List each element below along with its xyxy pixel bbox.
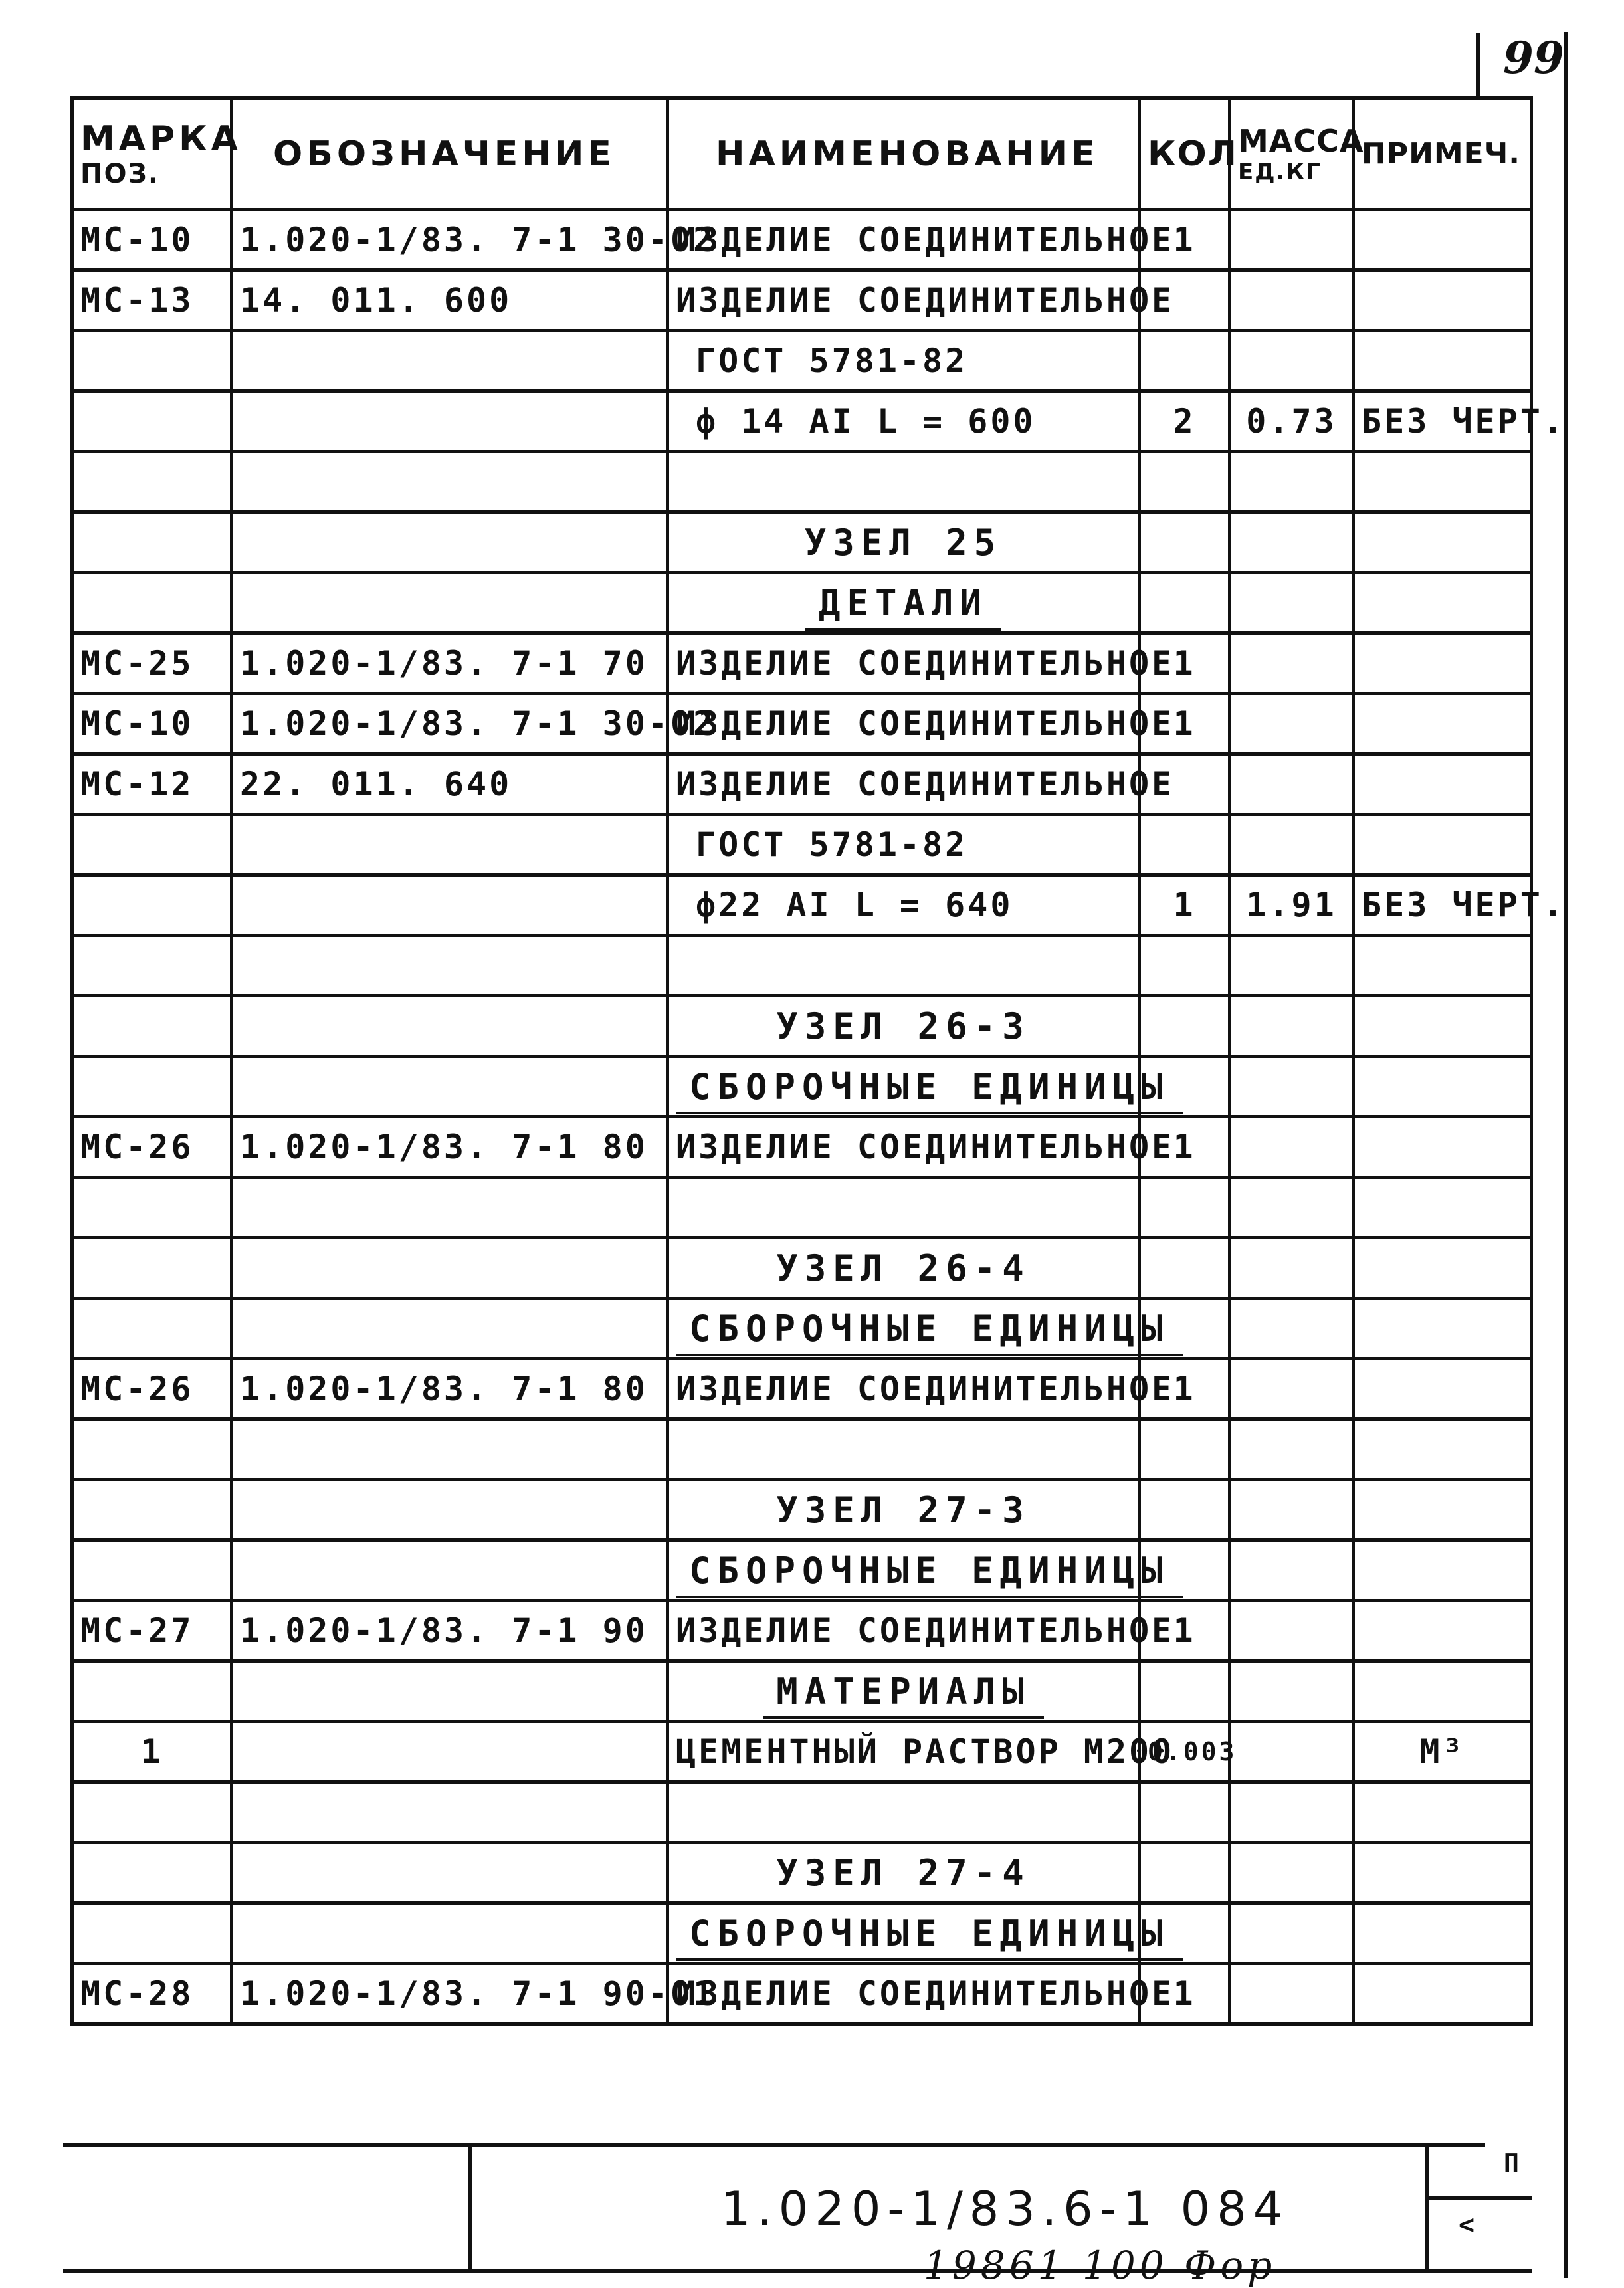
cell-designation-text: 1.020-1/83. 7-1 90 <box>240 1612 648 1650</box>
cell-name <box>668 512 1140 573</box>
cell-name-text: УЗЕЛ 27-3 <box>776 1489 1031 1531</box>
cell-name <box>668 1903 1169 1964</box>
cell-name-text: ИЗДЕЛИЕ СОЕДИНИТЕЛЬНОЕ <box>676 1370 1175 1408</box>
cell-note <box>1354 573 1532 633</box>
column-header-mass-label: МАССА <box>1238 122 1364 159</box>
table-row <box>72 1178 1532 1238</box>
cell-designation-text: 22. 011. 640 <box>240 765 512 803</box>
sheet-number-box-divider <box>1425 2196 1532 2200</box>
cell-note <box>1354 210 1532 270</box>
cell-qty-text: 1 <box>1173 1974 1196 2013</box>
cell-mark <box>72 815 232 875</box>
cell-mark <box>72 1782 232 1843</box>
table-row <box>72 1722 1532 1782</box>
cell-name-text: УЗЕЛ 26-3 <box>776 1005 1031 1047</box>
cell-name <box>668 1419 1140 1480</box>
cell-mass <box>1230 1722 1354 1782</box>
cell-mass <box>1230 1178 1354 1238</box>
archive-stamp: 19861 100 Фор <box>924 2243 1276 2288</box>
cell-name-text: ф 14 AI L = 600 <box>696 402 1036 441</box>
cell-qty <box>1140 996 1230 1057</box>
cell-note <box>1354 391 1566 452</box>
table-row <box>72 331 1532 391</box>
cell-designation <box>232 1843 668 1903</box>
cell-designation <box>232 1419 668 1480</box>
cell-designation <box>232 633 668 694</box>
cell-name-text: СБОРОЧНЫЕ ЕДИНИЦЫ <box>676 1066 1183 1114</box>
table-row <box>72 996 1532 1057</box>
cell-note <box>1354 1299 1532 1359</box>
cell-mark <box>72 1843 232 1903</box>
table-header-row <box>72 98 1532 210</box>
cell-name <box>668 1238 1140 1299</box>
cell-mark <box>72 1480 232 1540</box>
cell-name <box>668 452 1140 512</box>
specification-table-body <box>72 210 1566 2024</box>
page-number: 99 <box>1503 32 1564 84</box>
cell-name-text: ДЕТАЛИ <box>805 582 1001 631</box>
sheet-border-right <box>1564 32 1568 2278</box>
cell-note <box>1354 1359 1532 1419</box>
table-row <box>72 1964 1532 2024</box>
cell-note <box>1354 1057 1532 1117</box>
title-block <box>63 2143 1532 2276</box>
cell-mark-text: МС-28 <box>80 1974 194 2013</box>
cell-qty <box>1140 936 1230 996</box>
cell-note <box>1354 1480 1532 1540</box>
cell-mass <box>1230 694 1354 754</box>
cell-name <box>668 1601 1175 1661</box>
cell-designation <box>232 1057 668 1117</box>
cell-mark <box>72 210 232 270</box>
cell-designation <box>232 694 716 754</box>
cell-designation <box>232 1661 668 1722</box>
cell-name-text: МАТЕРИАЛЫ <box>763 1671 1044 1719</box>
cell-mass-text: 0.73 <box>1246 402 1337 441</box>
cell-designation-text: 1.020-1/83. 7-1 30-02 <box>240 221 716 259</box>
cell-qty-text: 0.003 <box>1148 1737 1237 1766</box>
cell-name <box>668 270 1175 331</box>
cell-note <box>1354 1419 1532 1480</box>
title-block-bottom-line <box>63 2269 1532 2273</box>
cell-note <box>1354 996 1532 1057</box>
cell-note <box>1354 1843 1532 1903</box>
cell-qty-text: 1 <box>1173 704 1196 743</box>
cell-mark <box>72 1299 232 1359</box>
cell-mass <box>1230 210 1354 270</box>
sheet-value: < <box>1459 2210 1475 2240</box>
cell-qty <box>1140 1419 1230 1480</box>
cell-name-text: УЗЕЛ 27-4 <box>776 1851 1031 1894</box>
cell-mark <box>72 875 232 936</box>
cell-mass <box>1230 1661 1354 1722</box>
cell-name-text: СБОРОЧНЫЕ ЕДИНИЦЫ <box>676 1308 1183 1356</box>
title-block-top-line <box>63 2143 1485 2147</box>
column-header-qty: КОЛ <box>1140 98 1230 210</box>
cell-designation <box>232 754 668 815</box>
cell-mark <box>72 1238 232 1299</box>
cell-mark-text: МС-10 <box>80 221 194 259</box>
cell-designation <box>232 936 668 996</box>
cell-name-text: ЦЕМЕНТНЫЙ РАСТВОР М200 <box>676 1732 1175 1771</box>
cell-mark <box>72 1178 232 1238</box>
cell-mass <box>1230 1903 1354 1964</box>
cell-note <box>1354 754 1532 815</box>
cell-name-text: ИЗДЕЛИЕ СОЕДИНИТЕЛЬНОЕ <box>676 221 1175 259</box>
table-row <box>72 754 1532 815</box>
cell-designation <box>232 996 668 1057</box>
cell-mark <box>72 1964 232 2024</box>
cell-qty <box>1140 331 1230 391</box>
cell-name-text: ГОСТ 5781-82 <box>696 342 968 380</box>
cell-mark-text: МС-26 <box>80 1370 194 1408</box>
cell-qty <box>1140 875 1230 936</box>
cell-name-text: УЗЕЛ 25 <box>804 521 1003 564</box>
cell-note <box>1354 1782 1532 1843</box>
cell-mark-text: МС-12 <box>80 765 194 803</box>
cell-designation <box>232 270 668 331</box>
cell-designation-text: 1.020-1/83. 7-1 70 <box>240 644 648 682</box>
table-row <box>72 815 1532 875</box>
cell-name <box>668 996 1140 1057</box>
cell-qty <box>1140 1661 1230 1722</box>
cell-name <box>668 1480 1140 1540</box>
cell-mass <box>1230 1117 1354 1178</box>
cell-note <box>1354 512 1532 573</box>
cell-designation <box>232 512 668 573</box>
cell-designation <box>232 1238 668 1299</box>
cell-name <box>668 936 1140 996</box>
cell-designation <box>232 1540 668 1601</box>
cell-designation-text: 1.020-1/83. 7-1 80 <box>240 1370 648 1408</box>
cell-designation <box>232 452 668 512</box>
table-row <box>72 270 1532 331</box>
cell-note <box>1354 936 1532 996</box>
column-header-designation: ОБОЗНАЧЕНИЕ <box>232 98 668 210</box>
cell-designation <box>232 1722 668 1782</box>
cell-name-text: УЗЕЛ 26-4 <box>776 1247 1031 1289</box>
cell-mass <box>1230 1419 1354 1480</box>
cell-name-text: ф22 AI L = 640 <box>696 886 1013 924</box>
cell-designation-text: 1.020-1/83. 7-1 90-01 <box>240 1974 716 2013</box>
cell-name-text: ИЗДЕЛИЕ СОЕДИНИТЕЛЬНОЕ <box>676 1128 1175 1166</box>
table-row <box>72 1299 1532 1359</box>
cell-mark <box>72 331 232 391</box>
cell-name <box>668 1057 1169 1117</box>
cell-mark-text: 1 <box>140 1732 163 1771</box>
column-header-name: НАИМЕНОВАНИЕ <box>668 98 1140 210</box>
cell-mark <box>72 512 232 573</box>
cell-note <box>1354 1903 1532 1964</box>
cell-name-text: ИЗДЕЛИЕ СОЕДИНИТЕЛЬНОЕ <box>676 281 1175 320</box>
cell-name <box>668 1722 1175 1782</box>
cell-name <box>668 875 1140 936</box>
cell-name-text: ИЗДЕЛИЕ СОЕДИНИТЕЛЬНОЕ <box>676 704 1175 743</box>
cell-qty <box>1140 1722 1237 1782</box>
cell-designation <box>232 1178 668 1238</box>
cell-designation <box>232 210 716 270</box>
table-row <box>72 1238 1532 1299</box>
cell-name-text: СБОРОЧНЫЕ ЕДИНИЦЫ <box>676 1550 1183 1598</box>
cell-designation-text: 1.020-1/83. 7-1 30-02 <box>240 704 716 743</box>
cell-name-text: СБОРОЧНЫЕ ЕДИНИЦЫ <box>676 1913 1183 1961</box>
cell-designation <box>232 1601 668 1661</box>
cell-mass <box>1230 754 1354 815</box>
cell-qty-text: 2 <box>1173 402 1196 441</box>
cell-mass <box>1230 1359 1354 1419</box>
cell-designation <box>232 875 668 936</box>
cell-qty <box>1140 452 1230 512</box>
cell-mass <box>1230 996 1354 1057</box>
sheet-label: П <box>1504 2148 1519 2178</box>
cell-mass <box>1230 1299 1354 1359</box>
cell-note <box>1354 270 1532 331</box>
cell-qty-text: 1 <box>1173 1128 1196 1166</box>
cell-mass <box>1230 331 1354 391</box>
cell-name <box>668 1117 1175 1178</box>
cell-qty <box>1140 1843 1230 1903</box>
column-header-mark <box>72 98 242 210</box>
cell-name <box>668 694 1175 754</box>
cell-qty <box>1140 391 1230 452</box>
column-header-mark-sub: ПОЗ. <box>80 158 160 189</box>
table-row <box>72 633 1532 694</box>
cell-mass <box>1230 573 1354 633</box>
cell-qty-text: 1 <box>1173 1370 1196 1408</box>
table-row <box>72 1117 1532 1178</box>
cell-name-text: ИЗДЕЛИЕ СОЕДИНИТЕЛЬНОЕ <box>676 765 1175 803</box>
cell-qty <box>1140 1782 1230 1843</box>
table-row <box>72 1601 1532 1661</box>
cell-mass <box>1230 270 1354 331</box>
cell-qty <box>1140 1480 1230 1540</box>
cell-mark <box>72 1601 232 1661</box>
cell-qty-text: 1 <box>1173 644 1196 682</box>
cell-mark <box>72 1057 232 1117</box>
table-row <box>72 936 1532 996</box>
specification-table <box>70 96 1566 2026</box>
cell-mass <box>1230 633 1354 694</box>
cell-qty <box>1140 512 1230 573</box>
cell-qty <box>1140 815 1230 875</box>
cell-mass <box>1230 1601 1354 1661</box>
cell-note <box>1354 694 1532 754</box>
cell-mass <box>1230 1540 1354 1601</box>
cell-qty-text: 1 <box>1173 1612 1196 1650</box>
cell-mark <box>72 633 232 694</box>
cell-designation <box>232 1117 668 1178</box>
sheet-number-box <box>1425 2143 1536 2269</box>
table-row <box>72 1359 1532 1419</box>
cell-designation-text: 14. 011. 600 <box>240 281 512 320</box>
table-row <box>72 210 1532 270</box>
cell-mark <box>72 1540 232 1601</box>
cell-designation <box>232 1903 668 1964</box>
cell-mass <box>1230 875 1354 936</box>
cell-name <box>668 754 1175 815</box>
cell-designation <box>232 1299 668 1359</box>
cell-mark-text: МС-10 <box>80 704 194 743</box>
column-header-note: ПРИМЕЧ. <box>1354 98 1532 210</box>
table-row <box>72 1480 1532 1540</box>
cell-mass <box>1230 936 1354 996</box>
table-row <box>72 452 1532 512</box>
cell-qty <box>1140 1238 1230 1299</box>
column-header-mass-sub: ЕД.КГ <box>1238 158 1322 185</box>
cell-mass-text: 1.91 <box>1246 886 1337 924</box>
cell-mass <box>1230 1782 1354 1843</box>
cell-designation <box>232 815 668 875</box>
cell-name <box>668 331 1140 391</box>
cell-name <box>668 1540 1169 1601</box>
cell-qty <box>1140 573 1230 633</box>
cell-mark-text: МС-13 <box>80 281 194 320</box>
cell-note <box>1354 1238 1532 1299</box>
cell-mark <box>72 573 232 633</box>
cell-mark <box>72 391 232 452</box>
cell-note <box>1354 1964 1532 2024</box>
cell-note-text: БЕЗ ЧЕРТ. <box>1362 886 1566 924</box>
table-row <box>72 1782 1532 1843</box>
cell-mark-text: МС-26 <box>80 1128 194 1166</box>
table-row <box>72 391 1532 452</box>
cell-mark <box>72 754 232 815</box>
cell-name <box>668 815 1140 875</box>
cell-qty-text: 1 <box>1173 221 1196 259</box>
table-row <box>72 1057 1532 1117</box>
cell-designation <box>232 331 668 391</box>
cell-note <box>1354 331 1532 391</box>
cell-note <box>1354 1178 1532 1238</box>
cell-name-text: ГОСТ 5781-82 <box>696 825 968 864</box>
table-row <box>72 694 1532 754</box>
cell-designation <box>232 573 668 633</box>
cell-note <box>1354 633 1532 694</box>
table-row <box>72 1903 1532 1964</box>
cell-name <box>668 633 1175 694</box>
cell-mark <box>72 996 232 1057</box>
cell-mass <box>1230 815 1354 875</box>
cell-mark <box>72 936 232 996</box>
cell-designation <box>232 391 668 452</box>
cell-designation <box>232 1359 668 1419</box>
cell-note <box>1354 1601 1532 1661</box>
cell-name <box>668 1843 1140 1903</box>
cell-mark <box>72 1419 232 1480</box>
cell-mass <box>1230 512 1354 573</box>
column-header-mark-label: МАРКА <box>80 118 242 159</box>
cell-name <box>668 1359 1175 1419</box>
cell-mark <box>72 694 232 754</box>
table-row <box>72 512 1532 573</box>
cell-mark <box>72 1359 232 1419</box>
cell-note <box>1354 452 1532 512</box>
column-header-mass <box>1230 98 1364 210</box>
cell-name-text: ИЗДЕЛИЕ СОЕДИНИТЕЛЬНОЕ <box>676 1612 1175 1650</box>
cell-note <box>1354 1117 1532 1178</box>
cell-mark <box>72 452 232 512</box>
cell-designation <box>232 1964 716 2024</box>
cell-mass <box>1230 1057 1354 1117</box>
cell-name <box>668 1661 1140 1722</box>
cell-mark <box>72 1117 232 1178</box>
cell-name <box>668 391 1140 452</box>
cell-name <box>668 1782 1140 1843</box>
title-block-divider <box>468 2143 472 2273</box>
cell-mass <box>1230 1843 1354 1903</box>
cell-mass <box>1230 452 1354 512</box>
table-row <box>72 875 1532 936</box>
cell-note-text: БЕЗ ЧЕРТ. <box>1362 402 1566 441</box>
cell-mark <box>72 1903 232 1964</box>
cell-note <box>1354 1722 1532 1782</box>
cell-note <box>1354 875 1566 936</box>
cell-name <box>668 1178 1140 1238</box>
cell-mark-text: МС-27 <box>80 1612 194 1650</box>
table-row <box>72 1661 1532 1722</box>
table-row <box>72 1419 1532 1480</box>
cell-designation <box>232 1782 668 1843</box>
cell-mark <box>72 1722 232 1782</box>
cell-designation-text: 1.020-1/83. 7-1 80 <box>240 1128 648 1166</box>
cell-name <box>668 1964 1175 2024</box>
cell-note <box>1354 1661 1532 1722</box>
cell-qty <box>1140 1178 1230 1238</box>
table-row <box>72 1540 1532 1601</box>
document-code: 1.020-1/83.6-1 084 <box>721 2182 1290 2236</box>
cell-qty-text: 1 <box>1173 886 1196 924</box>
cell-mass <box>1230 1964 1354 2024</box>
cell-name <box>668 573 1140 633</box>
cell-name-text: ИЗДЕЛИЕ СОЕДИНИТЕЛЬНОЕ <box>676 1974 1175 2013</box>
cell-note-text: М³ <box>1419 1732 1465 1771</box>
cell-name-text: ИЗДЕЛИЕ СОЕДИНИТЕЛЬНОЕ <box>676 644 1175 682</box>
cell-name <box>668 1299 1169 1359</box>
cell-mark <box>72 270 232 331</box>
cell-note <box>1354 815 1532 875</box>
cell-designation <box>232 1480 668 1540</box>
cell-mass <box>1230 391 1354 452</box>
cell-mark <box>72 1661 232 1722</box>
table-row <box>72 573 1532 633</box>
cell-mass <box>1230 1480 1354 1540</box>
cell-mass <box>1230 1238 1354 1299</box>
table-row <box>72 1843 1532 1903</box>
cell-mark-text: МС-25 <box>80 644 194 682</box>
cell-note <box>1354 1540 1532 1601</box>
cell-name <box>668 210 1175 270</box>
